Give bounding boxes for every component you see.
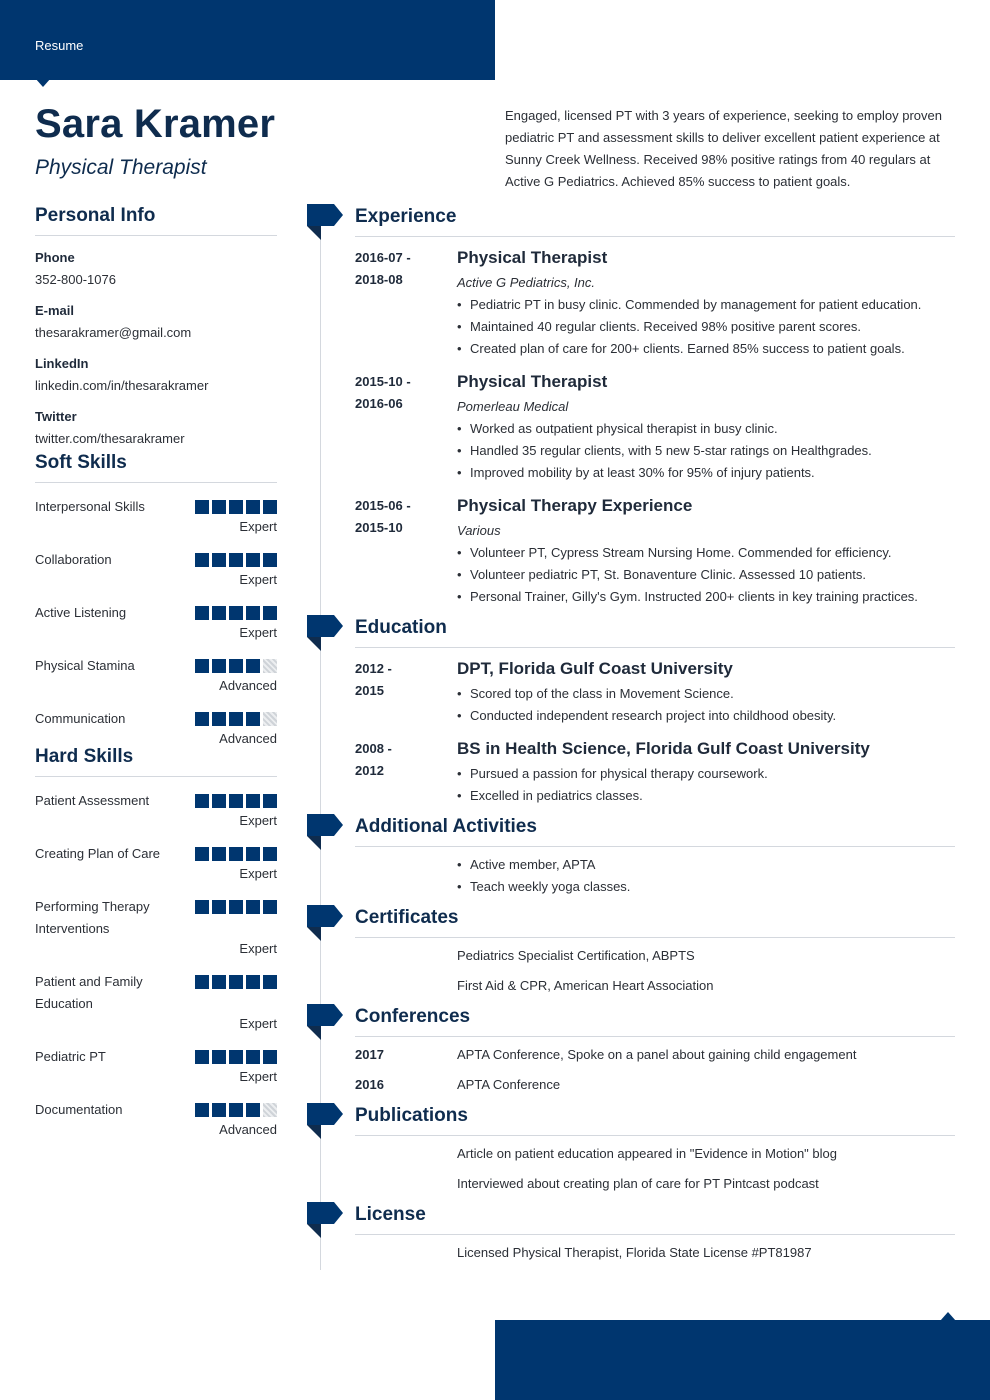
date-start: 2015-06 - bbox=[355, 498, 411, 513]
rating-square-filled bbox=[246, 606, 260, 620]
publication-item: Interviewed about creating plan of care for PT Pintcast podcast bbox=[457, 1176, 819, 1191]
skill-level: Expert bbox=[239, 941, 277, 956]
rating-square-filled bbox=[212, 1103, 226, 1117]
hard-skills-heading: Hard Skills bbox=[35, 746, 277, 777]
date-end: 2012 bbox=[355, 763, 384, 778]
employer: Pomerleau Medical bbox=[457, 399, 569, 414]
date-end: 2015 bbox=[355, 683, 384, 698]
certificate-entry bbox=[355, 945, 955, 967]
license-heading: License bbox=[355, 1204, 955, 1235]
skill-level: Advanced bbox=[219, 731, 277, 746]
job-role: Physical Therapist bbox=[457, 248, 608, 267]
section-flag-icon bbox=[307, 204, 343, 240]
rating-square-filled bbox=[212, 1050, 226, 1064]
skill-item bbox=[35, 549, 277, 589]
section-flag-icon bbox=[307, 905, 343, 941]
conference-entry bbox=[355, 1044, 955, 1066]
skill-name: Patient Assessment bbox=[35, 793, 150, 808]
rating-square-empty bbox=[263, 712, 277, 726]
bullet-item: • Improved mobility by at least 30% for 95% of injury patients. bbox=[457, 462, 955, 484]
rating-square-filled bbox=[246, 712, 260, 726]
skill-name: Communication bbox=[35, 711, 126, 726]
rating-square-filled bbox=[212, 606, 226, 620]
skill-name: Documentation bbox=[35, 1102, 123, 1117]
license-entry bbox=[355, 1242, 955, 1264]
skill-rating bbox=[195, 1050, 277, 1064]
conference-text: APTA Conference bbox=[457, 1077, 561, 1092]
rating-square-filled bbox=[195, 975, 209, 989]
hard-skills-section bbox=[35, 746, 277, 1139]
rating-square-empty bbox=[263, 1103, 277, 1117]
twitter-value: twitter.com/thesarakramer bbox=[35, 431, 185, 446]
rating-square-filled bbox=[195, 553, 209, 567]
rating-square-filled bbox=[229, 606, 243, 620]
skill-name: Active Listening bbox=[35, 605, 127, 620]
rating-square-filled bbox=[195, 606, 209, 620]
rating-square-filled bbox=[212, 975, 226, 989]
skill-level: Expert bbox=[239, 1016, 277, 1031]
skill-level: Expert bbox=[239, 572, 277, 587]
certificate-entry bbox=[355, 975, 955, 997]
skill-level: Expert bbox=[239, 625, 277, 640]
rating-square-filled bbox=[195, 900, 209, 914]
rating-square-empty bbox=[263, 659, 277, 673]
info-item-linkedin bbox=[35, 355, 277, 395]
skill-item bbox=[35, 655, 277, 695]
conferences-heading: Conferences bbox=[355, 1006, 955, 1037]
info-item-phone bbox=[35, 249, 277, 289]
rating-square-filled bbox=[246, 553, 260, 567]
skill-name: Collaboration bbox=[35, 552, 112, 567]
linkedin-value: linkedin.com/in/thesarakramer bbox=[35, 378, 209, 393]
rating-square-filled bbox=[229, 500, 243, 514]
skill-name: Performing Therapy Interventions bbox=[35, 899, 150, 936]
rating-square-filled bbox=[263, 847, 277, 861]
conference-text: APTA Conference, Spoke on a panel about gaining child engagement bbox=[457, 1047, 857, 1062]
skill-name: Physical Stamina bbox=[35, 658, 135, 673]
rating-square-filled bbox=[246, 1050, 260, 1064]
skill-level: Advanced bbox=[219, 678, 277, 693]
rating-square-filled bbox=[246, 500, 260, 514]
rating-square-filled bbox=[195, 659, 209, 673]
rating-square-filled bbox=[212, 847, 226, 861]
skill-rating bbox=[195, 1103, 277, 1117]
bullet-item: • Volunteer PT, Cypress Stream Nursing Home. Commended for efficiency. bbox=[457, 542, 955, 564]
date-end: 2016-06 bbox=[355, 396, 403, 411]
rating-square-filled bbox=[229, 794, 243, 808]
conference-entry bbox=[355, 1074, 955, 1096]
rating-square-filled bbox=[195, 712, 209, 726]
rating-square-filled bbox=[246, 659, 260, 673]
rating-square-filled bbox=[263, 553, 277, 567]
skill-item bbox=[35, 896, 277, 958]
rating-square-filled bbox=[229, 975, 243, 989]
experience-entry bbox=[355, 495, 955, 608]
footer-notch bbox=[940, 1312, 956, 1321]
experience-entry bbox=[355, 247, 955, 360]
rating-square-filled bbox=[212, 794, 226, 808]
rating-square-filled bbox=[263, 900, 277, 914]
employer: Various bbox=[457, 523, 501, 538]
bullet-item: • Created plan of care for 200+ clients. Earned 85% success to patient goals. bbox=[457, 338, 955, 360]
bullet-item: • Pediatric PT in busy clinic. Commended by management for patient education. bbox=[457, 294, 955, 316]
conference-year: 2017 bbox=[355, 1047, 384, 1062]
bullet-item: • Teach weekly yoga classes. bbox=[457, 876, 955, 898]
entry-date bbox=[355, 247, 435, 291]
entry-date bbox=[355, 495, 435, 539]
skill-level: Expert bbox=[239, 866, 277, 881]
bullet-list bbox=[457, 763, 955, 807]
bullet-list bbox=[457, 542, 955, 608]
date-start: 2008 - bbox=[355, 741, 392, 756]
bullet-item: • Conducted independent research project into childhood obesity. bbox=[457, 705, 955, 727]
header-band bbox=[0, 0, 495, 80]
section-flag-icon bbox=[307, 1004, 343, 1040]
rating-square-filled bbox=[263, 606, 277, 620]
certificates-heading: Certificates bbox=[355, 907, 955, 938]
bullet-item: • Maintained 40 regular clients. Received 98% positive parent scores. bbox=[457, 316, 955, 338]
skill-level: Expert bbox=[239, 813, 277, 828]
rating-square-filled bbox=[246, 847, 260, 861]
rating-square-filled bbox=[229, 712, 243, 726]
rating-square-filled bbox=[246, 975, 260, 989]
employer: Active G Pediatrics, Inc. bbox=[457, 275, 595, 290]
date-start: 2015-10 - bbox=[355, 374, 411, 389]
phone-value: 352-800-1076 bbox=[35, 272, 116, 287]
rating-square-filled bbox=[229, 1050, 243, 1064]
skill-rating bbox=[195, 659, 277, 673]
skill-rating bbox=[195, 553, 277, 567]
date-end: 2015-10 bbox=[355, 520, 403, 535]
bullet-item: • Excelled in pediatrics classes. bbox=[457, 785, 955, 807]
info-label: LinkedIn bbox=[35, 356, 89, 371]
skill-name: Patient and Family Education bbox=[35, 974, 143, 1011]
bullet-item: • Active member, APTA bbox=[457, 854, 955, 876]
info-label: E-mail bbox=[35, 303, 75, 318]
education-heading: Education bbox=[355, 617, 955, 648]
document-tag: Resume bbox=[35, 38, 84, 53]
rating-square-filled bbox=[263, 794, 277, 808]
header-notch bbox=[35, 78, 51, 87]
rating-square-filled bbox=[229, 553, 243, 567]
certificate-item: Pediatrics Specialist Certification, ABPTS bbox=[457, 948, 695, 963]
skill-rating bbox=[195, 606, 277, 620]
skill-rating bbox=[195, 712, 277, 726]
summary-paragraph: Engaged, licensed PT with 3 years of experience, seeking to employ proven pediatric PT and assessment skills to deliver excellent patient experience at Sunny Creek Wellness. Received 98% positive ratings from 40 regulars at Active G Pediatrics. Achieved 85% success to patient goals. bbox=[505, 108, 942, 189]
publication-entry bbox=[355, 1143, 955, 1165]
skill-level: Expert bbox=[239, 1069, 277, 1084]
rating-square-filled bbox=[212, 900, 226, 914]
bullet-item: • Pursued a passion for physical therapy coursework. bbox=[457, 763, 955, 785]
skill-name: Interpersonal Skills bbox=[35, 499, 145, 514]
certificate-item: First Aid & CPR, American Heart Association bbox=[457, 978, 714, 993]
info-label: Twitter bbox=[35, 409, 77, 424]
skill-rating bbox=[195, 900, 277, 914]
info-item-twitter bbox=[35, 408, 277, 448]
bullet-item: • Worked as outpatient physical therapist in busy clinic. bbox=[457, 418, 955, 440]
publications-heading: Publications bbox=[355, 1105, 955, 1136]
skill-item bbox=[35, 971, 277, 1033]
experience-heading: Experience bbox=[355, 206, 955, 237]
footer-band bbox=[495, 1320, 990, 1400]
conference-year: 2016 bbox=[355, 1077, 384, 1092]
rating-square-filled bbox=[229, 1103, 243, 1117]
section-flag-icon bbox=[307, 1103, 343, 1139]
rating-square-filled bbox=[263, 1050, 277, 1064]
experience-entry bbox=[355, 371, 955, 484]
rating-square-filled bbox=[246, 900, 260, 914]
education-entry bbox=[355, 658, 955, 727]
job-role: Physical Therapist bbox=[457, 372, 608, 391]
rating-square-filled bbox=[195, 500, 209, 514]
degree: DPT, Florida Gulf Coast University bbox=[457, 659, 733, 678]
skill-rating bbox=[195, 794, 277, 808]
rating-square-filled bbox=[195, 1050, 209, 1064]
section-flag-icon bbox=[307, 1202, 343, 1238]
bullet-item: • Personal Trainer, Gilly's Gym. Instructed 200+ clients in key training practices. bbox=[457, 586, 955, 608]
rating-square-filled bbox=[263, 500, 277, 514]
personal-info-heading: Personal Info bbox=[35, 205, 277, 236]
education-entry bbox=[355, 738, 955, 807]
bullet-list bbox=[457, 683, 955, 727]
bullet-list bbox=[457, 418, 955, 484]
degree: BS in Health Science, Florida Gulf Coast University bbox=[457, 739, 870, 758]
bullet-item: • Handled 35 regular clients, with 5 new 5-star ratings on Healthgrades. bbox=[457, 440, 955, 462]
activities-heading: Additional Activities bbox=[355, 816, 955, 847]
info-label: Phone bbox=[35, 250, 75, 265]
rating-square-filled bbox=[246, 1103, 260, 1117]
personal-info-section bbox=[35, 205, 277, 448]
date-start: 2012 - bbox=[355, 661, 392, 676]
rating-square-filled bbox=[195, 847, 209, 861]
skill-item bbox=[35, 1099, 277, 1139]
skill-name: Creating Plan of Care bbox=[35, 846, 161, 861]
skill-rating bbox=[195, 500, 277, 514]
soft-skills-section bbox=[35, 452, 277, 748]
skill-name: Pediatric PT bbox=[35, 1049, 106, 1064]
rating-square-filled bbox=[212, 553, 226, 567]
skill-item bbox=[35, 843, 277, 883]
entry-date bbox=[355, 738, 435, 782]
bullet-list bbox=[457, 294, 955, 360]
job-role: Physical Therapy Experience bbox=[457, 496, 693, 515]
candidate-title: Physical Therapist bbox=[35, 156, 207, 179]
skill-item bbox=[35, 1046, 277, 1086]
publication-item: Article on patient education appeared in "Evidence in Motion" blog bbox=[457, 1146, 837, 1161]
rating-square-filled bbox=[229, 659, 243, 673]
email-value: thesarakramer@gmail.com bbox=[35, 325, 192, 340]
bullet-item: • Scored top of the class in Movement Science. bbox=[457, 683, 955, 705]
skill-level: Advanced bbox=[219, 1122, 277, 1137]
skill-rating bbox=[195, 975, 277, 989]
activities-entry bbox=[355, 854, 955, 898]
candidate-name: Sara Kramer bbox=[35, 102, 276, 146]
skill-item bbox=[35, 602, 277, 642]
entry-date bbox=[355, 371, 435, 415]
skill-item bbox=[35, 496, 277, 536]
rating-square-filled bbox=[195, 794, 209, 808]
rating-square-filled bbox=[195, 1103, 209, 1117]
skill-rating bbox=[195, 847, 277, 861]
info-item-email bbox=[35, 302, 277, 342]
rating-square-filled bbox=[246, 794, 260, 808]
skill-item bbox=[35, 708, 277, 748]
rating-square-filled bbox=[212, 500, 226, 514]
rating-square-filled bbox=[263, 975, 277, 989]
rating-square-filled bbox=[229, 847, 243, 861]
rating-square-filled bbox=[212, 712, 226, 726]
bullet-list bbox=[457, 854, 955, 898]
skill-item bbox=[35, 790, 277, 830]
date-start: 2016-07 - bbox=[355, 250, 411, 265]
section-flag-icon bbox=[307, 814, 343, 850]
soft-skills-heading: Soft Skills bbox=[35, 452, 277, 483]
date-end: 2018-08 bbox=[355, 272, 403, 287]
entry-date bbox=[355, 658, 435, 702]
publication-entry bbox=[355, 1173, 955, 1195]
section-flag-icon bbox=[307, 615, 343, 651]
bullet-item: • Volunteer pediatric PT, St. Bonaventure Clinic. Assessed 10 patients. bbox=[457, 564, 955, 586]
rating-square-filled bbox=[212, 659, 226, 673]
license-text: Licensed Physical Therapist, Florida State License #PT81987 bbox=[457, 1245, 812, 1260]
skill-level: Expert bbox=[239, 519, 277, 534]
rating-square-filled bbox=[229, 900, 243, 914]
